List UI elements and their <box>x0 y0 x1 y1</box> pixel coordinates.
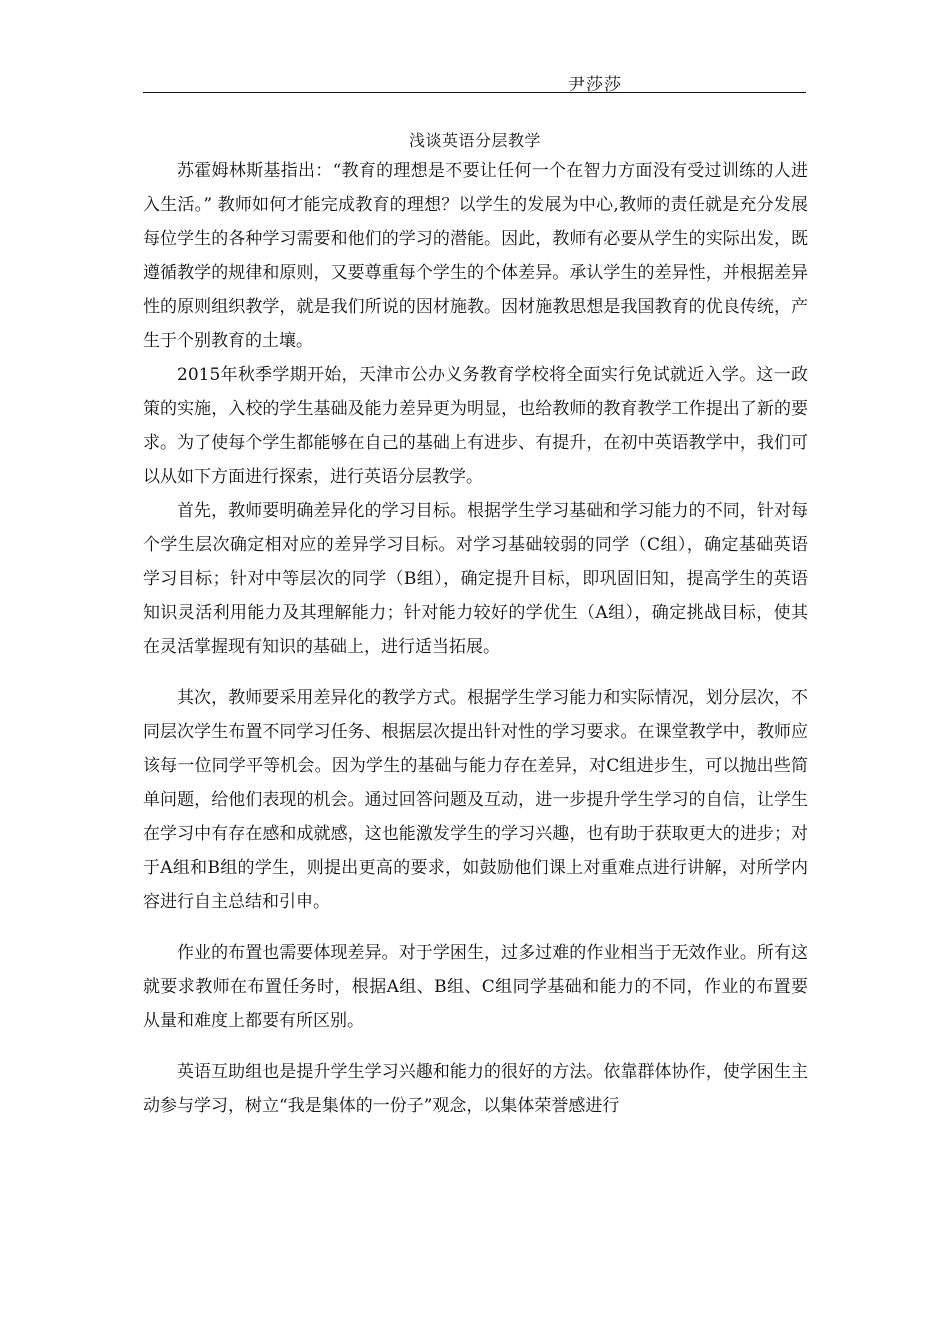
paragraph: 苏霍姆林斯基指出：“教育的理想是不要让任何一个在智力方面没有受过训练的人进入生活。” 教师如何才能完成教育的理想？以学生的发展为中心,教师的责任就是充分发展每位学生的各种学习需要和他们的学习的潜能。因此，教师有必要从学生的实际出发，既遵循教学的规律和原则，又要尊重每个学生的个体差异。承认学生的差异性，并根据差异性的原则组织教学，就是我们所说的因材施教。因材施教思想是我国教育的优良传统，产生于个别教育的土壤。 <box>143 161 808 351</box>
article-body <box>143 154 808 1123</box>
paragraph: 首先，教师要明确差异化的学习目标。根据学生学习基础和学习能力的不同，针对每个学生层次确定相对应的差异学习目标。对学习基础较弱的同学（C组），确定基础英语学习目标；针对中等层次的同学（B组），确定提升目标，即巩固旧知，提高学生的英语知识灵活利用能力及其理解能力；针对能力较好的学优生（A组），确定挑战目标，使其在灵活掌握现有知识的基础上，进行适当拓展。 <box>143 501 808 657</box>
paragraph: 2015年秋季学期开始，天津市公办义务教育学校将全面实行免试就近入学。这一政策的实施，入校的学生基础及能力差异更为明显，也给教师的教育教学工作提出了新的要求。为了使每个学生都能够在自己的基础上有进步、有提升，在初中英语教学中，我们可以从如下方面进行探索，进行英语分层教学。 <box>143 365 808 487</box>
paragraph: 英语互助组也是提升学生学习兴趣和能力的很好的方法。依靠群体协作，使学困生主动参与学习，树立“我是集体的一份子”观念，以集体荣誉感进行 <box>143 1062 808 1116</box>
header-author: 尹莎莎 <box>568 75 622 95</box>
paragraph: 作业的布置也需要体现差异。对于学困生，过多过难的作业相当于无效作业。所有这就要求教师在布置任务时，根据A组、B组、C组同学基础和能力的不同，作业的布置要从量和难度上都要有所区别。 <box>143 943 808 1031</box>
header-rule <box>143 92 806 93</box>
article-title: 浅谈英语分层教学 <box>408 131 541 150</box>
paragraph: 其次，教师要采用差异化的教学方式。根据学生学习能力和实际情况，划分层次，不同层次学生布置不同学习任务、根据层次提出针对性的学习要求。在课堂教学中，教师应该每一位同学平等机会。因为学生的基础与能力存在差异，对C组进步生，可以抛出些简单问题，给他们表现的机会。通过回答问题及互动，进一步提升学生学习的自信，让学生在学习中有存在感和成就感，这也能激发学生的学习兴趣，也有助于获取更大的进步；对于A组和B组的学生，则提出更高的要求，如鼓励他们课上对重难点进行讲解，对所学内容进行自主总结和引申。 <box>143 688 808 912</box>
